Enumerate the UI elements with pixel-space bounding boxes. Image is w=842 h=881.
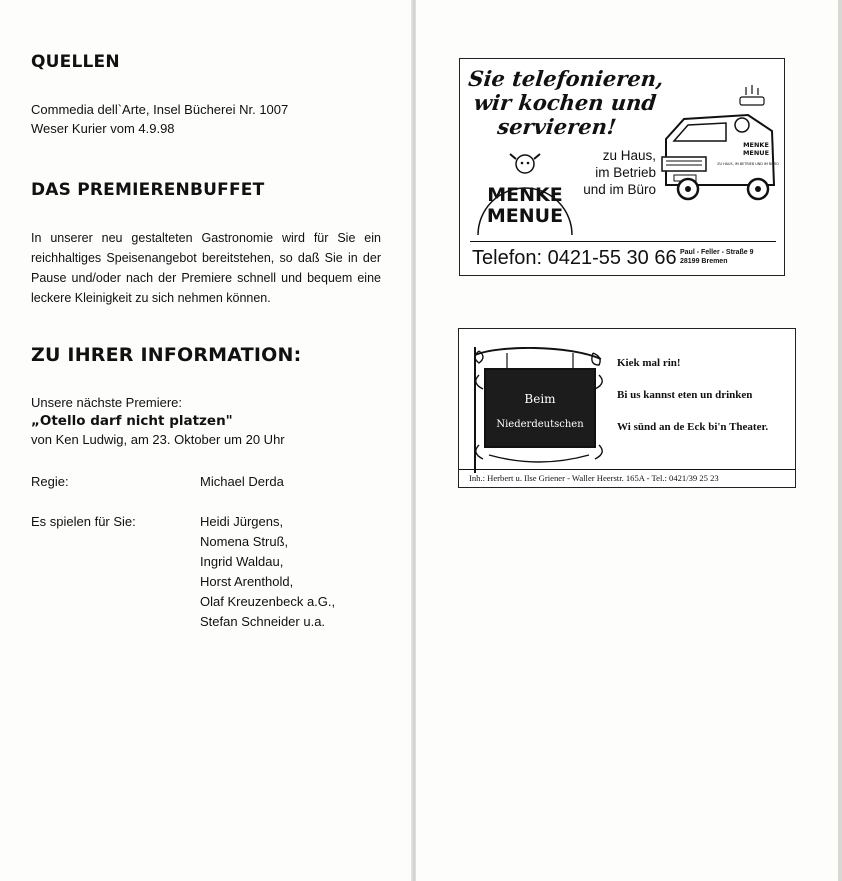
cast-member: Stefan Schneider u.a. <box>200 614 326 629</box>
sources-heading: QUELLEN <box>31 52 120 72</box>
hanging-sign-icon <box>469 347 609 473</box>
place-line: und im Büro <box>583 182 656 197</box>
cast-list <box>200 512 335 632</box>
source-line-2: Weser Kurier vom 4.9.98 <box>31 121 175 136</box>
cast-member: Horst Arenthold, <box>200 574 294 589</box>
cast-member: Olaf Kreuzenbeck a.G., <box>200 594 336 609</box>
pub-line-2: Bi us kannst eten un drinken <box>617 389 753 401</box>
buffet-text: In unserer neu gestalteten Gastronomie wird für Sie ein reichhaltiges Speisenangebot bereitstehen, so daß Sie in der Pause und/oder nach der Premiere schnell und bequem eine leckere Kleinigkeit zu sich nehmen können. <box>31 231 381 305</box>
right-page <box>416 0 838 881</box>
cast-member: Nomena Struß, <box>200 534 289 549</box>
menke-menue-ad <box>459 58 785 276</box>
menke-phone: Telefon: 0421-55 30 66 <box>472 247 677 269</box>
logo-word-1: MENKE <box>487 184 563 206</box>
sign-word-2: Niederdeutschen <box>496 419 584 430</box>
menke-address <box>680 248 754 266</box>
pub-line-3: Wi sünd an de Eck bi'n Theater. <box>617 421 769 433</box>
cast-member: Heidi Jürgens, <box>200 514 284 529</box>
director-name: Michael Derda <box>200 474 284 489</box>
page-edge <box>838 0 842 881</box>
director-label: Regie: <box>31 474 69 489</box>
pub-line-1: Kiek mal rin! <box>617 357 681 369</box>
place-line: im Betrieb <box>595 165 656 180</box>
info-heading: ZU IHRER INFORMATION: <box>31 344 302 366</box>
van-sign-1: MENKE <box>743 141 769 149</box>
cast-member: Ingrid Waldau, <box>200 554 284 569</box>
pub-divider <box>459 469 795 470</box>
logo-word-2: MENUE <box>486 205 564 227</box>
premiere-intro: Unsere nächste Premiere: <box>31 395 183 410</box>
source-line-1: Commedia dell`Arte, Insel Bücherei Nr. 1007 <box>31 102 289 117</box>
pub-footer: Inh.: Herbert u. Ilse Griener - Waller Heerstr. 165A - Tel.: 0421/39 25 23 <box>469 473 719 483</box>
play-title: „Otello darf nicht platzen" <box>31 413 233 429</box>
play-details: von Ken Ludwig, am 23. Oktober um 20 Uhr <box>31 432 285 447</box>
van-sign-2: MENUE <box>742 149 770 157</box>
sign-word-1: Beim <box>524 392 556 406</box>
pub-ad <box>458 328 796 488</box>
left-page <box>0 0 412 881</box>
address-line: Paul - Feller - Straße 9 <box>680 249 754 256</box>
service-places <box>572 147 656 198</box>
delivery-van-icon <box>660 81 782 203</box>
slogan-line: wir kochen und <box>472 90 658 115</box>
cast-label: Es spielen für Sie: <box>31 514 136 529</box>
slogan-line: Sie telefonieren, <box>467 66 665 91</box>
menke-logo <box>474 151 576 237</box>
place-line: zu Haus, <box>602 148 656 163</box>
ad-divider <box>470 241 776 242</box>
slogan-line: servieren! <box>496 114 618 139</box>
buffet-heading: DAS PREMIERENBUFFET <box>31 180 265 200</box>
ad-slogan <box>462 67 664 139</box>
address-line: 28199 Bremen <box>680 258 728 265</box>
van-text: ZU HAUS, IM BETRIEB UND IM BÜRO <box>717 162 779 166</box>
